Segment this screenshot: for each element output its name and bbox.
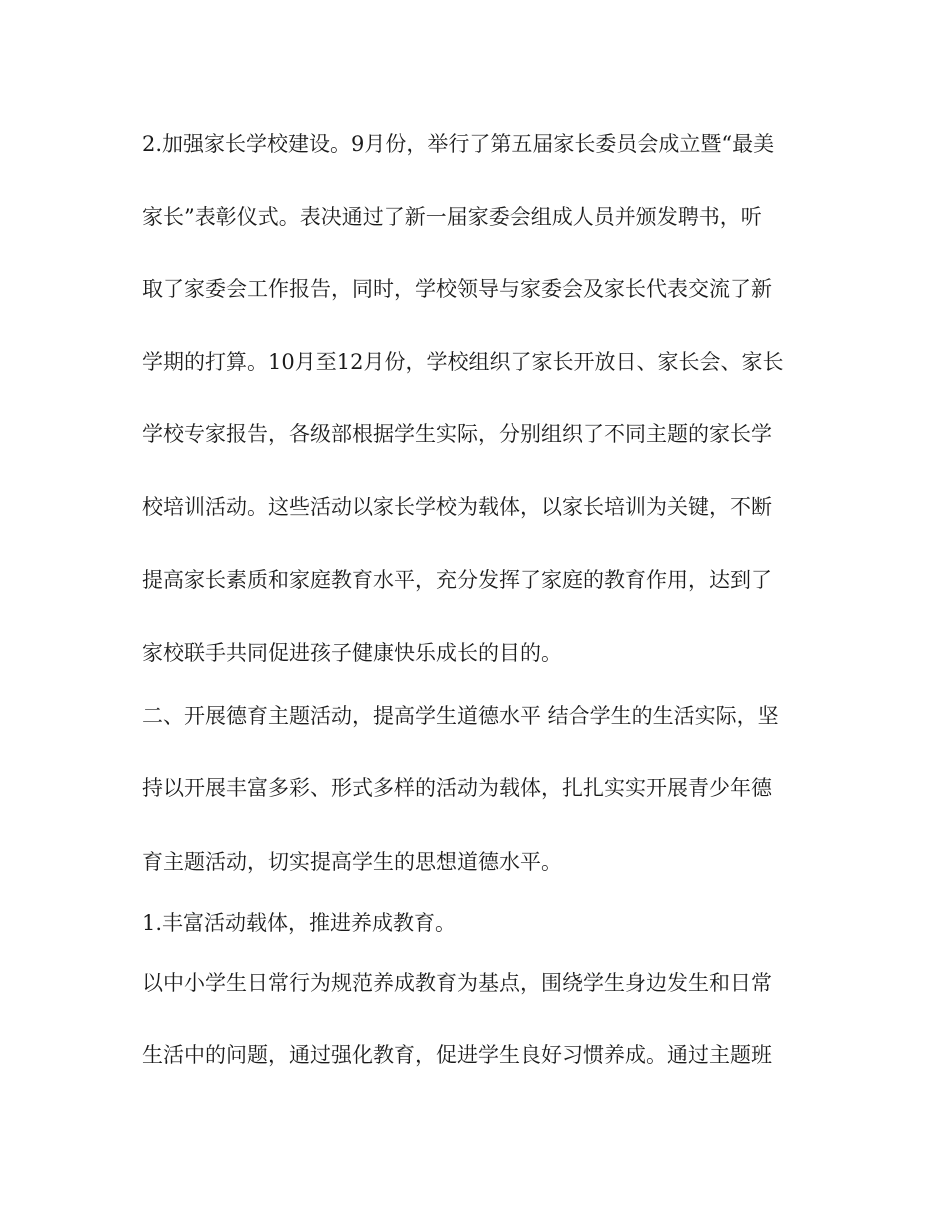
text-line: 校培训活动。这些活动以家长学校为载体，以家长培训为关键，不断 bbox=[142, 495, 772, 519]
text-line: 提高家长素质和家庭教育水平，充分发挥了家庭的教育作用，达到了 bbox=[142, 568, 772, 592]
text-line: 家长”表彰仪式。表决通过了新一届家委会组成人员并颁发聘书，听 bbox=[142, 205, 762, 229]
text-line: 学期的打算。10月至12月份，学校组织了家长开放日、家长会、家长 bbox=[142, 350, 784, 374]
text-line: 以中小学生日常行为规范养成教育为基点，围绕学生身边发生和日常 bbox=[142, 971, 772, 995]
text-line: 家校联手共同促进孩子健康快乐成长的目的。 bbox=[142, 641, 562, 665]
text-line: 持以开展丰富多彩、形式多样的活动为载体，扎扎实实开展青少年德 bbox=[142, 776, 772, 800]
subheading-line: 1.丰富活动载体，推进养成教育。 bbox=[142, 911, 457, 935]
text-line: 育主题活动，切实提高学生的思想道德水平。 bbox=[142, 850, 562, 874]
text-line: 学校专家报告，各级部根据学生实际，分别组织了不同主题的家长学 bbox=[142, 422, 772, 446]
section-heading-line: 二、开展德育主题活动，提高学生道德水平 结合学生的生活实际，坚 bbox=[142, 704, 779, 728]
text-line: 生活中的问题，通过强化教育，促进学生良好习惯养成。通过主题班 bbox=[142, 1043, 772, 1067]
text-line: 取了家委会工作报告，同时，学校领导与家委会及家长代表交流了新 bbox=[142, 277, 772, 301]
text-line: 2.加强家长学校建设。9月份，举行了第五届家长委员会成立暨“最美 bbox=[142, 132, 775, 156]
